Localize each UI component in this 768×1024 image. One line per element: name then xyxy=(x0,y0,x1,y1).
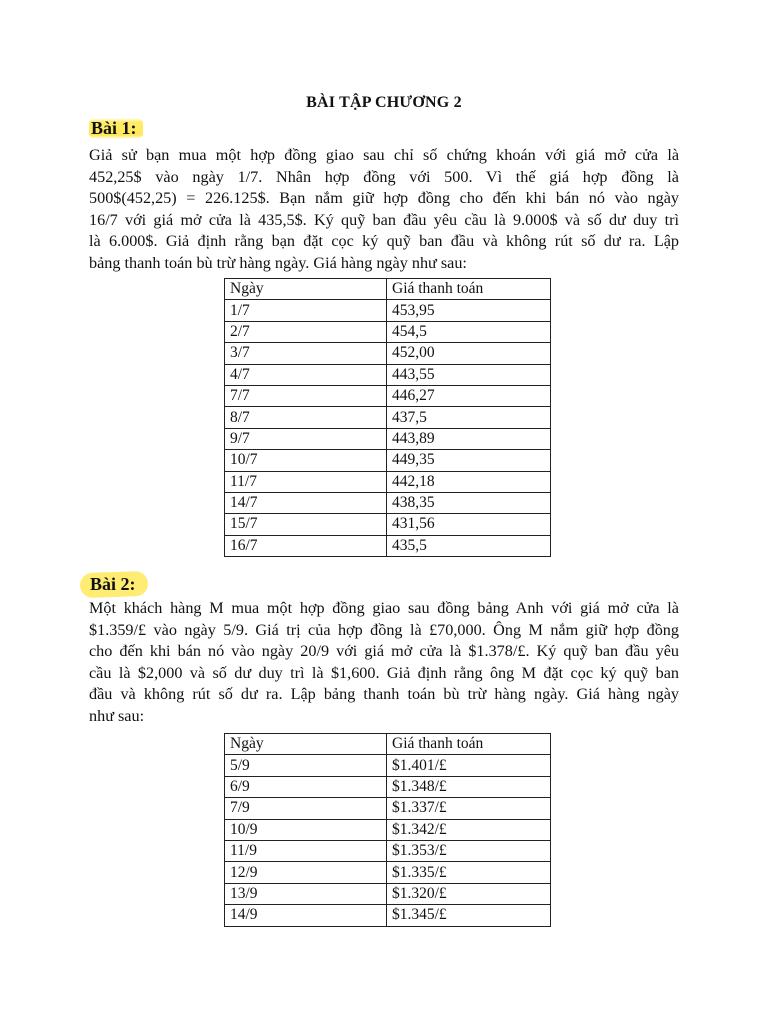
text-line: $1.359/£ vào ngày 5/9. Giá trị của hợp đồng là £70,000. Ông M nắm giữ hợp đồng xyxy=(89,620,679,639)
column-header-price: Giá thanh toán xyxy=(387,279,551,300)
exercise-2-price-table xyxy=(224,733,551,927)
table-row xyxy=(225,883,551,904)
text-line: 452,25$ vào ngày 1/7. Nhân hợp đồng với 500. Vì thế giá hợp đồng là xyxy=(89,167,679,186)
table-row xyxy=(225,776,551,797)
table-row xyxy=(225,492,551,513)
cell-date: 11/9 xyxy=(225,840,387,861)
column-header-date: Ngày xyxy=(225,279,387,300)
cell-date: 5/9 xyxy=(225,755,387,776)
cell-price: $1.342/£ xyxy=(387,819,551,840)
cell-price: 446,27 xyxy=(387,385,551,406)
text-line: như sau: xyxy=(89,706,145,725)
table-row xyxy=(225,471,551,492)
table-row xyxy=(225,364,551,385)
cell-price: 437,5 xyxy=(387,407,551,428)
cell-price: $1.348/£ xyxy=(387,776,551,797)
table-header-row xyxy=(225,279,551,300)
cell-price: 443,55 xyxy=(387,364,551,385)
text-line: Giả sử bạn mua một hợp đồng giao sau chỉ số chứng khoán với giá mở cửa là xyxy=(89,146,679,164)
cell-date: 10/9 xyxy=(225,819,387,840)
text-line: Một khách hàng M mua một hợp đồng giao sau đồng bảng Anh với giá mở cửa là xyxy=(89,599,679,617)
text-line: 16/7 với giá mở cửa là 435,5$. Ký quỹ ban đầu yêu cầu là 9.000$ và số dư duy trì xyxy=(89,210,679,229)
cell-date: 4/7 xyxy=(225,364,387,385)
cell-price: $1.353/£ xyxy=(387,840,551,861)
cell-date: 6/9 xyxy=(225,776,387,797)
cell-price: 449,35 xyxy=(387,450,551,471)
cell-date: 14/7 xyxy=(225,492,387,513)
cell-price: 454,5 xyxy=(387,321,551,342)
cell-price: $1.320/£ xyxy=(387,883,551,904)
table-row xyxy=(225,819,551,840)
cell-price: 443,89 xyxy=(387,428,551,449)
exercise-1-heading: Bài 1: xyxy=(89,118,143,139)
table-row xyxy=(225,450,551,471)
exercise-2-text xyxy=(89,598,679,727)
cell-price: $1.337/£ xyxy=(387,798,551,819)
table-row xyxy=(225,905,551,926)
table-row xyxy=(225,514,551,535)
exercise-1-price-table xyxy=(224,278,551,557)
page-title: BÀI TẬP CHƯƠNG 2 xyxy=(306,94,462,111)
table-row xyxy=(225,428,551,449)
cell-date: 13/9 xyxy=(225,883,387,904)
cell-price: 431,56 xyxy=(387,514,551,535)
cell-date: 2/7 xyxy=(225,321,387,342)
cell-date: 8/7 xyxy=(225,407,387,428)
exercise-2-heading xyxy=(80,571,148,598)
exercise-2-heading-text: Bài 2: xyxy=(90,574,136,595)
cell-price: $1.401/£ xyxy=(387,755,551,776)
table-header-row xyxy=(225,734,551,755)
text-line: 500$(452,25) = 226.125$. Bạn nắm giữ hợp đồng cho đến khi bán nó vào ngày xyxy=(89,189,679,207)
cell-date: 10/7 xyxy=(225,450,387,471)
table-row xyxy=(225,385,551,406)
cell-price: $1.335/£ xyxy=(387,862,551,883)
cell-date: 14/9 xyxy=(225,905,387,926)
cell-date: 3/7 xyxy=(225,343,387,364)
table-row xyxy=(225,755,551,776)
cell-date: 11/7 xyxy=(225,471,387,492)
cell-price: 442,18 xyxy=(387,471,551,492)
cell-price: 435,5 xyxy=(387,535,551,556)
text-line: là 6.000$. Giả định rằng bạn đặt cọc ký quỹ ban đầu và không rút số dư ra. Lập xyxy=(89,232,679,250)
cell-date: 7/9 xyxy=(225,798,387,819)
table-row xyxy=(225,343,551,364)
cell-date: 16/7 xyxy=(225,535,387,556)
cell-price: 438,35 xyxy=(387,492,551,513)
table-row xyxy=(225,798,551,819)
cell-price: 452,00 xyxy=(387,343,551,364)
text-line: bảng thanh toán bù trừ hàng ngày. Giá hàng ngày như sau: xyxy=(89,253,467,272)
column-header-price: Giá thanh toán xyxy=(387,734,551,755)
cell-date: 12/9 xyxy=(225,862,387,883)
table-row xyxy=(225,321,551,342)
table-row xyxy=(225,840,551,861)
column-header-date: Ngày xyxy=(225,734,387,755)
table-row xyxy=(225,407,551,428)
table-row xyxy=(225,862,551,883)
table-row xyxy=(225,535,551,556)
cell-date: 9/7 xyxy=(225,428,387,449)
table-row xyxy=(225,300,551,321)
cell-date: 15/7 xyxy=(225,514,387,535)
cell-price: $1.345/£ xyxy=(387,905,551,926)
exercise-1-text xyxy=(89,145,679,274)
cell-date: 7/7 xyxy=(225,385,387,406)
cell-price: 453,95 xyxy=(387,300,551,321)
text-line: cho đến khi bán nó vào ngày 20/9 với giá mở cửa là $1.378/£. Ký quỹ ban đầu yêu xyxy=(89,642,679,660)
cell-date: 1/7 xyxy=(225,300,387,321)
text-line: đầu và không rút số dư ra. Lập bảng thanh toán bù trừ hàng ngày. Giá hàng ngày xyxy=(89,685,679,703)
text-line: cầu là $2,000 và số dư duy trì là $1,600. Giả định rằng ông M đặt cọc ký quỹ ban xyxy=(89,663,679,682)
